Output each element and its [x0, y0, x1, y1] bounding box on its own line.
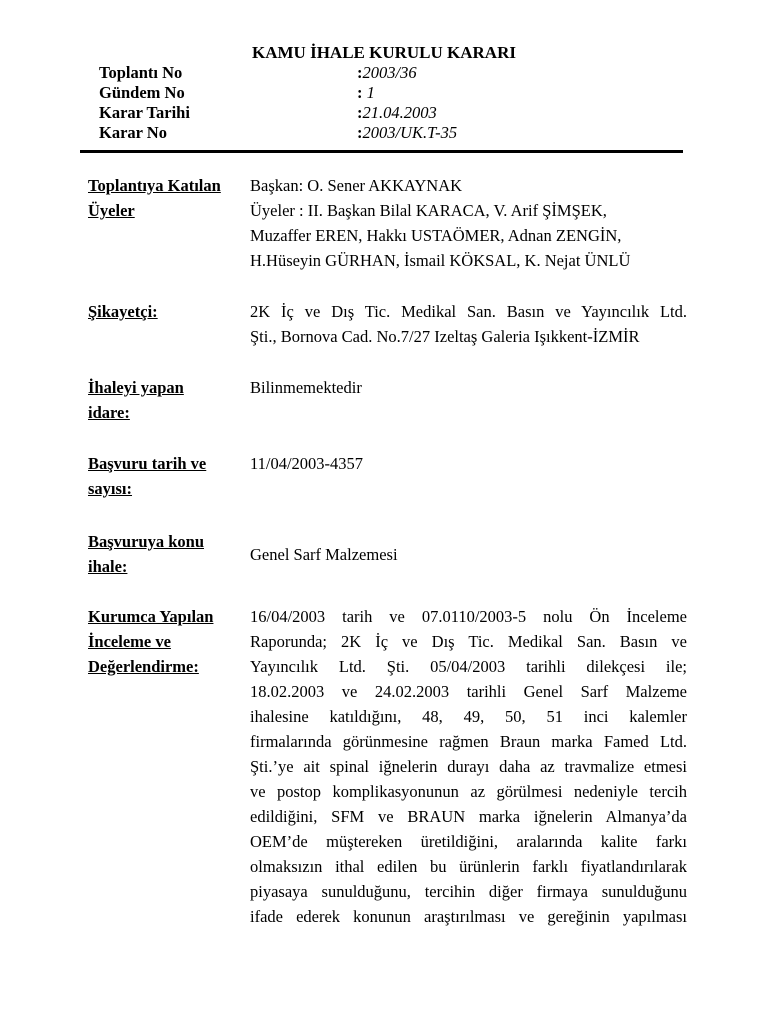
meta-row-meeting-no [99, 63, 619, 83]
section-content: 11/04/2003-4357 [250, 454, 364, 473]
meta-value: :21.04.2003 [357, 103, 437, 122]
section-label: Başvuru tarih ve sayısı: [88, 454, 207, 498]
section-content: 16/04/2003 tarih ve 07.0110/2003-5 nolu Ön İnceleme Raporunda; 2K İç ve Dış Tic. Medikal San. Basın ve Yayıncılık Ltd. Şti. 05/04/2003 tarihli dilekçesi ile; 18.02.2003 ve 24.02.2003 tarihli Genel Sarf Malzeme ihalesine katıldığını, 48, 49, 50, 51 inci kalemler firmalarında görünmesine rağmen Braun marka Famed Ltd. Şti.’ye ait spinal iğnelerin durayı daha az travmalize etmesi ve postop komplikasyonunun az görülmesi nedeniyle tercih edildiğini, SFM ve BRAUN marka iğnelerin Almanya’da OEM’de müştereken üretildiğini, aralarında kalite farkı olmaksızın ithal edilen bu ürünlerin farklı fiyatlandırılarak piyasaya sunulduğunu, tercihin diğer firmaya sunulduğunu ifade ederek konunun araştırılması ve gereğinin yapılması [250, 607, 687, 926]
section-contracting-authority [88, 375, 688, 425]
section-content: Genel Sarf Malzemesi [250, 545, 398, 564]
meta-row-agenda-no [99, 83, 619, 103]
meta-value: :2003/UK.T-35 [357, 123, 458, 142]
meta-row-decision-date [99, 103, 619, 123]
section-members [88, 173, 688, 273]
section-content: Bilinmemektedir [250, 378, 362, 397]
section-content: Başkan: O. Sener AKKAYNAK Üyeler : II. Başkan Bilal KARACA, V. Arif ŞİMŞEK, Muzaffer EREN, Hakkı USTAÖMER, Adnan ZENGİN, H.Hüseyin GÜRHAN, İsmail KÖKSAL, K. Nejat ÜNLÜ [250, 176, 631, 270]
section-label: Kurumca Yapılan İnceleme ve Değerlendirme: [88, 607, 214, 676]
meta-label: Gündem No [99, 83, 185, 102]
section-review [88, 604, 688, 929]
section-tender-subject [88, 529, 688, 579]
meta-label: Karar Tarihi [99, 103, 190, 122]
section-label: Başvuruya konu ihale: [88, 532, 205, 576]
meta-value: :2003/36 [357, 63, 417, 82]
section-label: Toplantıya Katılan Üyeler [88, 176, 221, 220]
section-label: İhaleyi yapan idare: [88, 378, 184, 422]
section-label: Şikayetçi: [88, 302, 158, 321]
meta-value: : 1 [357, 83, 375, 102]
document-title: KAMU İHALE KURULU KARARI [252, 43, 516, 62]
meta-row-decision-no [99, 123, 619, 143]
section-content: 2K İç ve Dış Tic. Medikal San. Basın ve Yayıncılık Ltd. Şti., Bornova Cad. No.7/27 Izeltaş Galeria Işıkkent-İZMİR [250, 302, 687, 346]
decision-metadata [99, 63, 619, 143]
meta-label: Toplantı No [99, 63, 183, 82]
section-application-date [88, 451, 688, 501]
section-complainant [88, 299, 688, 349]
header-divider [80, 150, 683, 153]
meta-label: Karar No [99, 123, 167, 142]
